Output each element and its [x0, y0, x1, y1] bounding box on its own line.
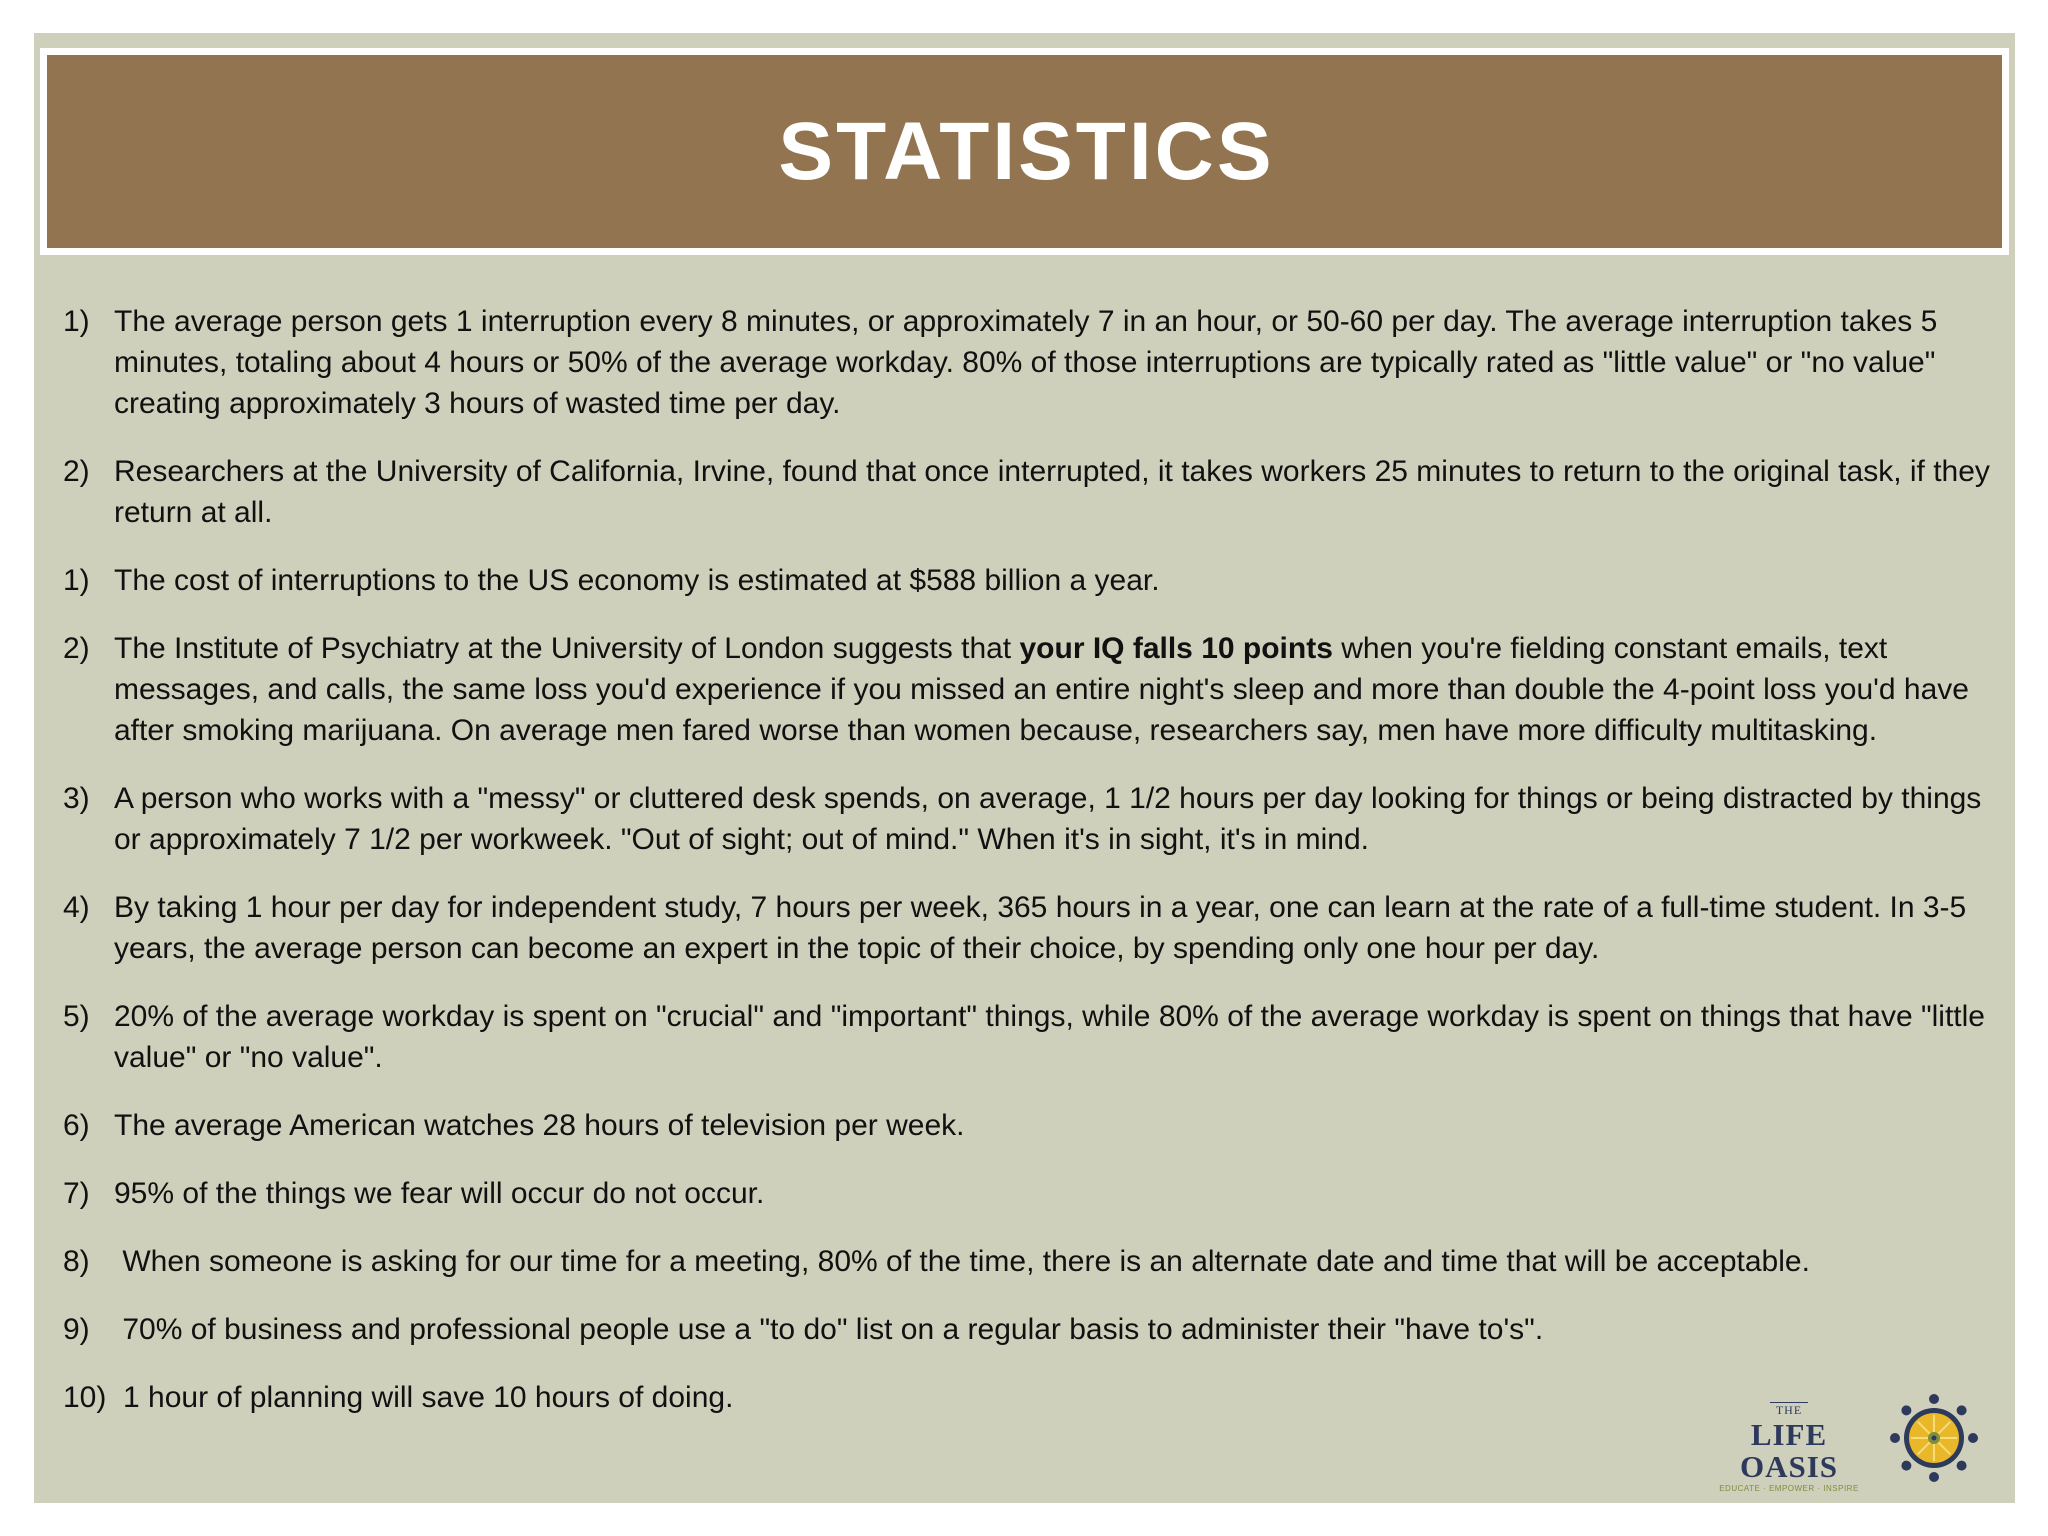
item-text: The average American watches 28 hours of television per week. — [114, 1109, 965, 1142]
item-number: 1) — [63, 564, 90, 597]
logo-wordmark — [1709, 1401, 1869, 1495]
list-item — [63, 996, 2015, 1078]
item-text: 70% of business and professional people use a "to do" list on a regular basis to administer their "have to's". — [114, 1313, 1544, 1346]
item-number: 5) — [63, 1000, 90, 1033]
item-number: 7) — [63, 1177, 90, 1210]
item-text: The cost of interruptions to the US economy is estimated at $588 billion a year. — [114, 564, 1160, 597]
item-text: A person who works with a "messy" or cluttered desk spends, on average, 1 1/2 hours per day looking for things or being distracted by things or approximately 7 1/2 per workweek. "Out of sight; out of mind." When it's in sight, it's in mind. — [114, 782, 1982, 856]
logo-tagline: EDUCATE · EMPOWER · INSPIRE — [1719, 1484, 1859, 1493]
statistics-list — [63, 301, 2015, 1445]
item-text: 20% of the average workday is spent on "crucial" and "important" things, while 80% of the average workday is spent on things that have "little value" or "no value". — [114, 1000, 1985, 1074]
item-number: 4) — [63, 891, 90, 924]
title-frame — [40, 48, 2009, 255]
item-text: When someone is asking for our time for a meeting, 80% of the time, there is an alternate date and time that will be acceptable. — [114, 1245, 1810, 1278]
list-item — [63, 1105, 2015, 1146]
logo-name: LIFE OASIS — [1739, 1417, 1839, 1484]
compass-wheel-icon — [1889, 1393, 1979, 1483]
item-number: 1) — [63, 305, 90, 338]
slide — [34, 33, 2015, 1503]
item-number: 9) — [63, 1313, 90, 1346]
item-text: Researchers at the University of California, Irvine, found that once interrupted, it takes workers 25 minutes to return to the original task, if they return at all. — [114, 455, 1990, 529]
item-text: 1 hour of planning will save 10 hours of doing. — [123, 1381, 734, 1414]
item-text: 95% of the things we fear will occur do not occur. — [114, 1177, 765, 1210]
life-oasis-logo — [1709, 1393, 1979, 1493]
list-item — [63, 1173, 2015, 1214]
list-item — [63, 628, 2015, 751]
item-text-end: when you're fielding constant emails, text messages, and calls, the same loss you'd experience if you missed an entire night's sleep and more than double the 4-point loss you'd have after smoking marijuana. On average men fared worse than women because, researchers say, men have more difficulty multitasking. — [114, 632, 1969, 747]
item-number: 6) — [63, 1109, 90, 1142]
item-text — [114, 628, 2015, 751]
item-number: 8) — [63, 1245, 90, 1278]
list-item — [63, 1241, 2015, 1282]
list-item — [63, 1309, 2015, 1350]
item-text: By taking 1 hour per day for independent study, 7 hours per week, 365 hours in a year, one can learn at the rate of a full-time student. In 3-5 years, the average person can become an expert in the topic of their choice, by spending only one hour per day. — [114, 891, 1967, 965]
item-number: 2) — [63, 632, 90, 665]
item-number: 10) — [63, 1381, 107, 1414]
list-item — [63, 778, 2015, 860]
slide-title: STATISTICS — [778, 105, 1275, 197]
item-number: 3) — [63, 782, 90, 815]
logo-the: THE — [1770, 1402, 1808, 1417]
title-bar — [47, 55, 2002, 248]
list-item — [63, 451, 2015, 533]
item-text-start: The Institute of Psychiatry at the University of London suggests that — [114, 632, 1020, 665]
list-item — [63, 301, 2015, 424]
item-number: 2) — [63, 455, 90, 488]
list-item — [63, 560, 2015, 601]
list-item — [63, 887, 2015, 969]
item-text-emphasis: your IQ falls 10 points — [1019, 632, 1333, 665]
item-text: The average person gets 1 interruption every 8 minutes, or approximately 7 in an hour, or 50-60 per day. The average interruption takes 5 minutes, totaling about 4 hours or 50% of the average workday. 80% of those interruptions are typically rated as "little value" or "no value" creating approximately 3 hours of wasted time per day. — [114, 305, 1938, 420]
